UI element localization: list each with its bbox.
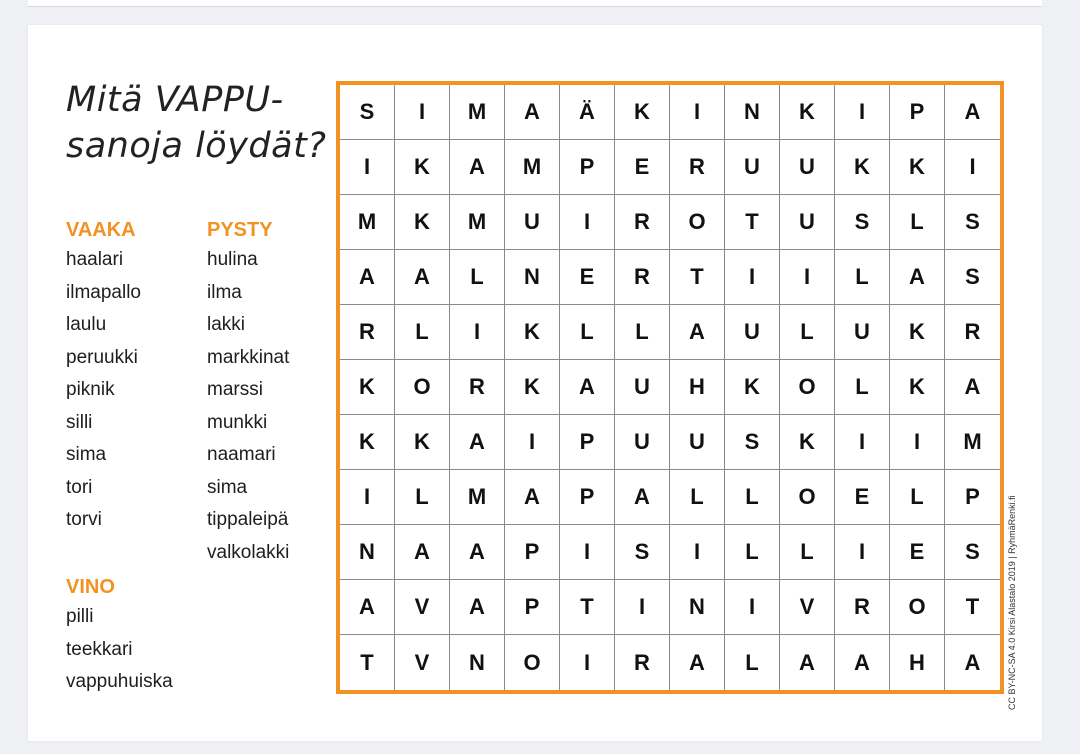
- wordlist-word: tippaleipä: [207, 509, 289, 530]
- grid-cell[interactable]: A: [945, 85, 1000, 140]
- wordlist-word: hulina: [207, 249, 258, 270]
- grid-cell[interactable]: L: [890, 470, 945, 525]
- grid-cell[interactable]: O: [505, 635, 560, 690]
- wordlist-word: sima: [207, 476, 248, 498]
- wordlist-word: vappuhuiska: [66, 671, 173, 692]
- grid-cell[interactable]: I: [395, 85, 450, 140]
- previous-page-edge: [28, 0, 1042, 7]
- grid-cell[interactable]: I: [725, 580, 780, 635]
- grid-cell[interactable]: M: [340, 195, 395, 250]
- grid-cell[interactable]: L: [890, 195, 945, 250]
- grid-cell[interactable]: P: [505, 525, 560, 580]
- wordlist-word: torvi: [66, 509, 102, 530]
- grid-cell[interactable]: P: [560, 470, 615, 525]
- grid-cell[interactable]: V: [780, 580, 835, 635]
- grid-cell[interactable]: A: [450, 415, 505, 470]
- grid-cell[interactable]: I: [780, 250, 835, 305]
- wordlist-word: silli: [66, 411, 93, 433]
- grid-cell[interactable]: K: [395, 195, 450, 250]
- wordlist-word: ilma: [207, 281, 242, 303]
- letter-grid[interactable]: [336, 81, 1004, 694]
- grid-cell[interactable]: R: [945, 305, 1000, 360]
- grid-cell[interactable]: U: [505, 195, 560, 250]
- grid-cell[interactable]: U: [670, 415, 725, 470]
- grid-cell[interactable]: A: [450, 580, 505, 635]
- grid-cell[interactable]: N: [725, 85, 780, 140]
- grid-cell[interactable]: K: [725, 360, 780, 415]
- grid-cell[interactable]: K: [780, 85, 835, 140]
- grid-cell[interactable]: A: [395, 525, 450, 580]
- grid-cell[interactable]: L: [835, 360, 890, 415]
- credit-text: CC BY-NC-SA 4.0 Kirsi Alastalo 2019 | RyhmäRenki.fi: [1007, 495, 1017, 710]
- grid-cell[interactable]: M: [450, 195, 505, 250]
- grid-cell[interactable]: A: [835, 635, 890, 690]
- grid-cell[interactable]: I: [560, 525, 615, 580]
- grid-cell[interactable]: A: [450, 525, 505, 580]
- grid-cell[interactable]: S: [945, 250, 1000, 305]
- grid-cell[interactable]: A: [560, 360, 615, 415]
- grid-cell[interactable]: P: [505, 580, 560, 635]
- grid-cell[interactable]: S: [945, 525, 1000, 580]
- grid-cell[interactable]: I: [670, 525, 725, 580]
- wordlist-word: marssi: [207, 379, 263, 400]
- grid-cell[interactable]: T: [945, 580, 1000, 635]
- grid-cell[interactable]: E: [890, 525, 945, 580]
- grid-cell[interactable]: O: [780, 470, 835, 525]
- grid-cell[interactable]: P: [560, 415, 615, 470]
- grid-cell[interactable]: U: [725, 305, 780, 360]
- wordlist-pysty: [207, 216, 289, 569]
- grid-cell[interactable]: L: [835, 250, 890, 305]
- grid-cell[interactable]: I: [670, 85, 725, 140]
- wordlist-vino: [66, 573, 173, 699]
- grid-cell[interactable]: A: [395, 250, 450, 305]
- grid-cell[interactable]: A: [450, 140, 505, 195]
- grid-cell[interactable]: S: [945, 195, 1000, 250]
- grid-cell[interactable]: I: [835, 525, 890, 580]
- grid-cell[interactable]: O: [780, 360, 835, 415]
- wordlist-word: laulu: [66, 314, 107, 335]
- grid-cell[interactable]: L: [725, 525, 780, 580]
- grid-cell[interactable]: T: [560, 580, 615, 635]
- grid-cell[interactable]: R: [340, 305, 395, 360]
- grid-cell[interactable]: L: [395, 470, 450, 525]
- grid-cell[interactable]: E: [560, 250, 615, 305]
- grid-cell[interactable]: I: [340, 470, 395, 525]
- grid-cell[interactable]: N: [505, 250, 560, 305]
- grid-cell[interactable]: L: [395, 305, 450, 360]
- grid-cell[interactable]: K: [505, 360, 560, 415]
- grid-cell[interactable]: A: [615, 470, 670, 525]
- grid-cell[interactable]: A: [670, 635, 725, 690]
- grid-cell[interactable]: A: [505, 470, 560, 525]
- grid-cell[interactable]: R: [615, 195, 670, 250]
- puzzle-sheet: [28, 25, 1042, 741]
- grid-cell[interactable]: E: [615, 140, 670, 195]
- grid-cell[interactable]: K: [395, 415, 450, 470]
- grid-cell[interactable]: P: [945, 470, 1000, 525]
- grid-cell[interactable]: K: [340, 360, 395, 415]
- grid-cell[interactable]: I: [835, 415, 890, 470]
- grid-cell[interactable]: V: [395, 580, 450, 635]
- grid-cell[interactable]: A: [780, 635, 835, 690]
- grid-cell[interactable]: A: [505, 85, 560, 140]
- grid-cell[interactable]: S: [340, 85, 395, 140]
- grid-cell[interactable]: K: [780, 415, 835, 470]
- grid-cell[interactable]: O: [890, 580, 945, 635]
- grid-cell[interactable]: T: [340, 635, 395, 690]
- wordlist-heading-pysty: PYSTY: [207, 219, 273, 241]
- grid-cell[interactable]: I: [505, 415, 560, 470]
- grid-cell[interactable]: L: [780, 305, 835, 360]
- grid-cell[interactable]: M: [945, 415, 1000, 470]
- grid-cell[interactable]: I: [890, 415, 945, 470]
- grid-cell[interactable]: I: [835, 85, 890, 140]
- grid-cell[interactable]: T: [725, 195, 780, 250]
- grid-cell[interactable]: U: [615, 360, 670, 415]
- grid-cell[interactable]: N: [670, 580, 725, 635]
- grid-cell[interactable]: S: [615, 525, 670, 580]
- grid-cell[interactable]: K: [835, 140, 890, 195]
- grid-cell[interactable]: R: [450, 360, 505, 415]
- wordlist-word: pilli: [66, 606, 94, 627]
- grid-cell[interactable]: P: [890, 85, 945, 140]
- grid-cell[interactable]: K: [890, 360, 945, 415]
- grid-cell[interactable]: P: [560, 140, 615, 195]
- grid-cell[interactable]: H: [890, 635, 945, 690]
- grid-cell[interactable]: S: [835, 195, 890, 250]
- grid-cell[interactable]: U: [780, 195, 835, 250]
- grid-cell[interactable]: H: [670, 360, 725, 415]
- wordlist-word: tori: [66, 476, 93, 498]
- wordlist-word: munkki: [207, 411, 268, 433]
- grid-cell[interactable]: O: [670, 195, 725, 250]
- grid-cell[interactable]: R: [615, 635, 670, 690]
- grid-cell[interactable]: K: [340, 415, 395, 470]
- grid-cell[interactable]: A: [945, 360, 1000, 415]
- grid-cell[interactable]: L: [560, 305, 615, 360]
- grid-cell[interactable]: L: [670, 470, 725, 525]
- grid-cell[interactable]: R: [615, 250, 670, 305]
- grid-cell[interactable]: U: [835, 305, 890, 360]
- grid-cell[interactable]: I: [945, 140, 1000, 195]
- grid-cell[interactable]: L: [725, 470, 780, 525]
- wordlist-word: piknik: [66, 379, 115, 400]
- grid-cell[interactable]: L: [780, 525, 835, 580]
- wordlist-word: markkinat: [207, 346, 290, 368]
- grid-cell[interactable]: U: [725, 140, 780, 195]
- grid-cell[interactable]: I: [725, 250, 780, 305]
- grid-cell[interactable]: N: [340, 525, 395, 580]
- wordlist-heading-vaaka: VAAKA: [66, 219, 136, 241]
- wordlist-word: teekkari: [66, 638, 133, 660]
- grid-cell[interactable]: R: [835, 580, 890, 635]
- grid-cell[interactable]: K: [615, 85, 670, 140]
- grid-cell[interactable]: L: [725, 635, 780, 690]
- grid-cell[interactable]: A: [340, 250, 395, 305]
- grid-cell[interactable]: U: [615, 415, 670, 470]
- grid-cell[interactable]: S: [725, 415, 780, 470]
- grid-cell[interactable]: M: [450, 470, 505, 525]
- grid-cell[interactable]: O: [395, 360, 450, 415]
- grid-cell[interactable]: N: [450, 635, 505, 690]
- grid-cell[interactable]: I: [560, 635, 615, 690]
- grid-cell[interactable]: K: [890, 140, 945, 195]
- grid-cell[interactable]: A: [340, 580, 395, 635]
- wordlist-heading-vino: VINO: [66, 576, 115, 598]
- grid-cell[interactable]: L: [615, 305, 670, 360]
- wordlist-word: valkolakki: [207, 541, 290, 563]
- grid-cell[interactable]: A: [670, 305, 725, 360]
- puzzle-title: Mitä VAPPU-sanoja löydät?: [66, 80, 327, 166]
- grid-cell[interactable]: V: [395, 635, 450, 690]
- grid-cell[interactable]: I: [560, 195, 615, 250]
- grid-cell[interactable]: E: [835, 470, 890, 525]
- grid-cell[interactable]: A: [890, 250, 945, 305]
- grid-cell[interactable]: M: [505, 140, 560, 195]
- grid-cell[interactable]: Ä: [560, 85, 615, 140]
- grid-cell[interactable]: A: [964, 649, 981, 675]
- grid-cell[interactable]: I: [340, 140, 395, 195]
- grid-cell[interactable]: R: [670, 140, 725, 195]
- grid-cell[interactable]: U: [780, 140, 835, 195]
- grid-cell[interactable]: M: [450, 85, 505, 140]
- grid-cell[interactable]: K: [505, 305, 560, 360]
- wordlist-word: naamari: [207, 444, 276, 465]
- wordlist-word: peruukki: [66, 346, 138, 368]
- grid-cell[interactable]: I: [615, 580, 670, 635]
- wordlist-word: sima: [66, 444, 107, 465]
- grid-cell[interactable]: L: [450, 250, 505, 305]
- grid-cell[interactable]: T: [670, 250, 725, 305]
- grid-cell[interactable]: K: [395, 140, 450, 195]
- wordlist-word: ilmapallo: [66, 281, 141, 303]
- grid-cell[interactable]: K: [890, 305, 945, 360]
- wordlist-word: haalari: [66, 249, 124, 270]
- grid-cell[interactable]: I: [450, 305, 505, 360]
- wordlist-vaaka: [66, 216, 141, 537]
- wordlist-word: lakki: [207, 314, 246, 335]
